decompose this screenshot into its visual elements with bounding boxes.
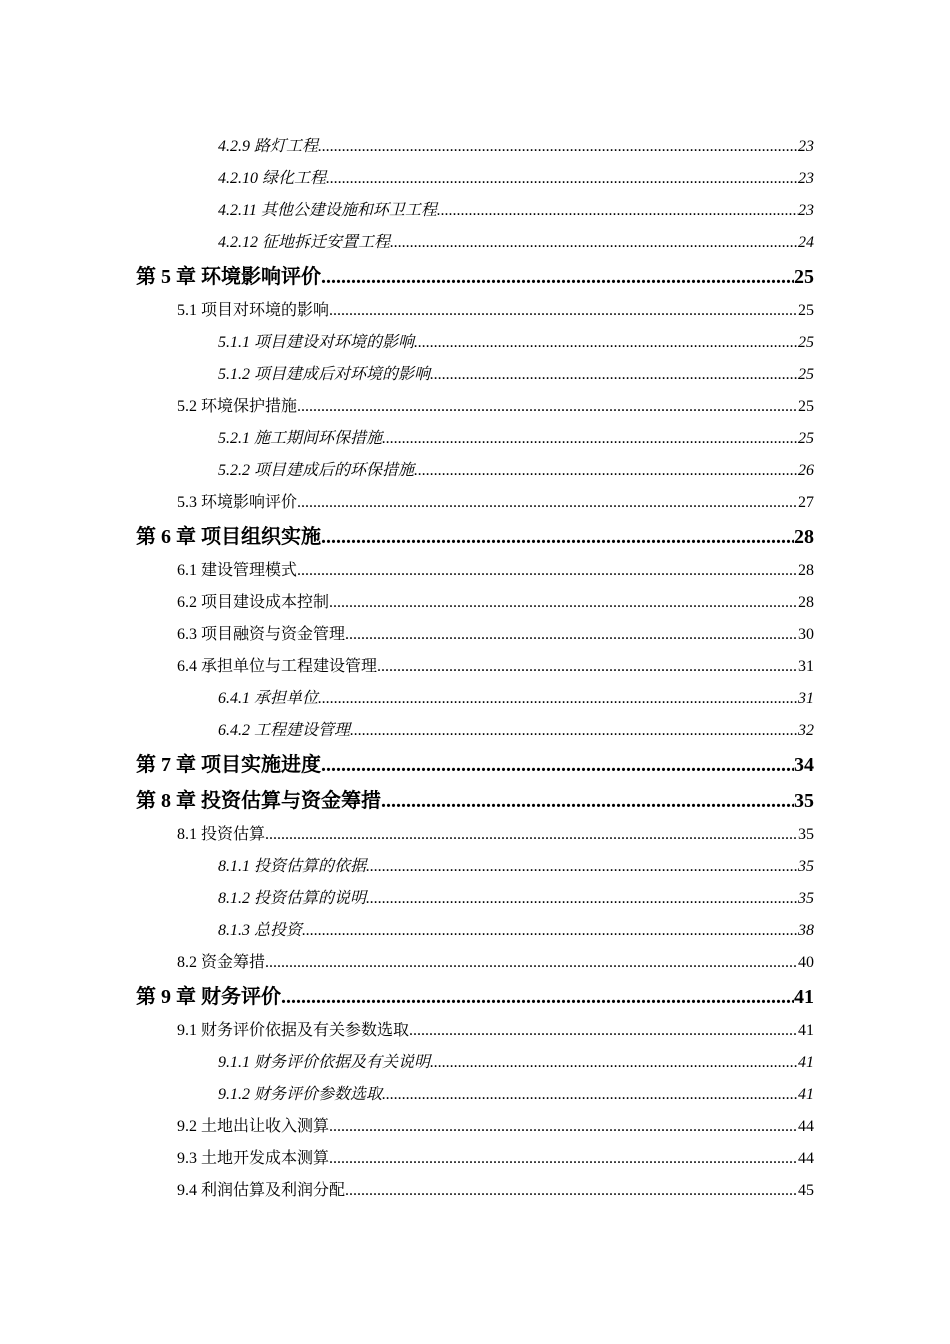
toc-page-number: 28 <box>794 526 814 548</box>
toc-dot-leader <box>321 519 794 555</box>
toc-entry-title: 6.3 项目融资与资金管理 <box>177 626 346 643</box>
toc-dot-leader <box>265 819 798 851</box>
toc-entry-title: 4.2.10 绿化工程 <box>218 170 327 187</box>
toc-entry[interactable] <box>177 1111 814 1143</box>
toc-dot-leader <box>381 783 794 819</box>
toc-entry[interactable] <box>136 783 814 819</box>
toc-entry[interactable] <box>218 423 814 455</box>
toc-entry-title: 第 6 章 项目组织实施 <box>136 526 321 548</box>
toc-entry-title: 5.1.2 项目建成后对环境的影响 <box>218 366 431 383</box>
toc-entry-title: 8.1.2 投资估算的说明 <box>218 890 367 907</box>
toc-entry-title: 第 5 章 环境影响评价 <box>136 266 321 288</box>
toc-entry-title: 第 7 章 项目实施进度 <box>136 754 321 776</box>
toc-entry-title: 8.1.1 投资估算的依据 <box>218 858 367 875</box>
toc-entry-title: 5.1.1 项目建设对环境的影响 <box>218 334 415 351</box>
toc-page-number: 35 <box>798 826 814 843</box>
toc-dot-leader <box>329 1143 798 1175</box>
toc-entry-title: 5.2.2 项目建成后的环保措施 <box>218 462 415 479</box>
toc-entry-title: 8.1.3 总投资 <box>218 922 303 939</box>
toc-page-number: 30 <box>798 626 814 643</box>
toc-entry[interactable] <box>218 683 814 715</box>
toc-dot-leader <box>265 947 798 979</box>
toc-dot-leader <box>326 163 798 195</box>
toc-page-number: 35 <box>798 890 814 907</box>
toc-entry[interactable] <box>218 1079 814 1111</box>
toc-page-number: 25 <box>798 302 814 319</box>
toc-page-number: 27 <box>798 494 814 511</box>
toc-dot-leader <box>318 131 798 163</box>
toc-dot-leader <box>430 1047 798 1079</box>
toc-entry-title: 9.3 土地开发成本测算 <box>177 1150 330 1167</box>
toc-dot-leader <box>382 423 798 455</box>
toc-entry-title: 6.2 项目建设成本控制 <box>177 594 330 611</box>
toc-entry-title: 9.2 土地出让收入测算 <box>177 1118 330 1135</box>
toc-dot-leader <box>318 683 798 715</box>
toc-entry[interactable] <box>218 131 814 163</box>
toc-entry[interactable] <box>218 1047 814 1079</box>
toc-entry-title: 8.1 投资估算 <box>177 826 266 843</box>
toc-page-number: 35 <box>794 790 814 812</box>
toc-entry-title: 9.4 利润估算及利润分配 <box>177 1182 346 1199</box>
toc-page-number: 25 <box>798 334 814 351</box>
toc-dot-leader <box>350 715 798 747</box>
toc-entry-title: 9.1.2 财务评价参数选取 <box>218 1086 383 1103</box>
toc-page-number: 34 <box>794 754 814 776</box>
toc-page-number: 45 <box>798 1182 814 1199</box>
toc-page-number: 40 <box>798 954 814 971</box>
toc-entry[interactable] <box>177 487 814 519</box>
toc-entry-title: 第 9 章 财务评价 <box>136 986 281 1008</box>
toc-entry[interactable] <box>136 519 814 555</box>
toc-page-number: 28 <box>798 594 814 611</box>
toc-entry[interactable] <box>218 359 814 391</box>
toc-entry[interactable] <box>136 747 814 783</box>
toc-dot-leader <box>297 555 798 587</box>
toc-dot-leader <box>329 295 798 327</box>
toc-page-number: 23 <box>798 170 814 187</box>
toc-entry-title: 6.4 承担单位与工程建设管理 <box>177 658 378 675</box>
toc-dot-leader <box>321 259 794 295</box>
toc-page-number: 24 <box>798 234 814 251</box>
toc-page-number: 25 <box>798 366 814 383</box>
toc-dot-leader <box>414 327 798 359</box>
toc-entry-title: 4.2.9 路灯工程 <box>218 138 319 155</box>
toc-entry-title: 8.2 资金筹措 <box>177 954 266 971</box>
toc-entry[interactable] <box>218 715 814 747</box>
toc-entry[interactable] <box>177 1143 814 1175</box>
toc-entry-title: 6.4.2 工程建设管理 <box>218 722 351 739</box>
toc-dot-leader <box>437 195 798 227</box>
toc-page-number: 28 <box>798 562 814 579</box>
toc-entry-title: 5.2 环境保护措施 <box>177 398 298 415</box>
toc-entry[interactable] <box>218 163 814 195</box>
toc-page-number: 31 <box>798 658 814 675</box>
toc-dot-leader <box>321 747 794 783</box>
toc-entry-title: 9.1 财务评价依据及有关参数选取 <box>177 1022 410 1039</box>
toc-dot-leader <box>329 587 798 619</box>
toc-entry[interactable] <box>177 1015 814 1047</box>
toc-page-number: 44 <box>798 1150 814 1167</box>
toc-entry[interactable] <box>218 883 814 915</box>
toc-entry[interactable] <box>218 227 814 259</box>
toc-page-number: 31 <box>798 690 814 707</box>
toc-dot-leader <box>377 651 798 683</box>
toc-dot-leader <box>409 1015 798 1047</box>
toc-dot-leader <box>297 487 798 519</box>
toc-dot-leader <box>382 1079 798 1111</box>
toc-dot-leader <box>430 359 798 391</box>
toc-page-number: 25 <box>794 266 814 288</box>
toc-entry[interactable] <box>177 391 814 423</box>
toc-entry-title: 4.2.11 其他公建设施和环卫工程 <box>218 202 437 219</box>
toc-entry[interactable] <box>177 587 814 619</box>
toc-page-number: 35 <box>798 858 814 875</box>
toc-entry[interactable] <box>177 619 814 651</box>
toc-dot-leader <box>366 883 798 915</box>
toc-page-number: 25 <box>798 398 814 415</box>
toc-dot-leader <box>302 915 798 947</box>
toc-dot-leader <box>366 851 798 883</box>
toc-dot-leader <box>329 1111 798 1143</box>
toc-page-number: 41 <box>798 1022 814 1039</box>
toc-page-number: 23 <box>798 202 814 219</box>
toc-dot-leader <box>345 619 798 651</box>
toc-dot-leader <box>297 391 798 423</box>
toc-entry-title: 6.4.1 承担单位 <box>218 690 319 707</box>
toc-page-number: 41 <box>798 1054 814 1071</box>
toc-page-number: 44 <box>798 1118 814 1135</box>
toc-page-number: 41 <box>794 986 814 1008</box>
toc-entry[interactable] <box>177 555 814 587</box>
toc-page-number: 23 <box>798 138 814 155</box>
toc-dot-leader <box>390 227 798 259</box>
toc-page-number: 26 <box>798 462 814 479</box>
toc-entry[interactable] <box>177 1175 814 1207</box>
toc-entry-title: 5.2.1 施工期间环保措施 <box>218 430 383 447</box>
toc-entry-title: 9.1.1 财务评价依据及有关说明 <box>218 1054 431 1071</box>
toc-entry-title: 6.1 建设管理模式 <box>177 562 298 579</box>
toc-entry-title: 5.3 环境影响评价 <box>177 494 298 511</box>
toc-page-number: 41 <box>798 1086 814 1103</box>
toc-entry[interactable] <box>218 851 814 883</box>
toc-entry[interactable] <box>136 979 814 1015</box>
toc-entry[interactable] <box>218 195 814 227</box>
toc-entry[interactable] <box>177 947 814 979</box>
toc-entry-title: 第 8 章 投资估算与资金筹措 <box>136 790 381 812</box>
toc-entry-title: 4.2.12 征地拆迁安置工程 <box>218 234 391 251</box>
toc-entry[interactable] <box>177 819 814 851</box>
toc-entry[interactable] <box>218 455 814 487</box>
toc-page-number: 32 <box>798 722 814 739</box>
toc-entry[interactable] <box>218 327 814 359</box>
toc-dot-leader <box>345 1175 798 1207</box>
toc-entry[interactable] <box>136 259 814 295</box>
toc-dot-leader <box>414 455 798 487</box>
toc-entry[interactable] <box>177 295 814 327</box>
toc-entry-title: 5.1 项目对环境的影响 <box>177 302 330 319</box>
toc-entry[interactable] <box>218 915 814 947</box>
toc-entry[interactable] <box>177 651 814 683</box>
toc-page-number: 38 <box>798 922 814 939</box>
table-of-contents <box>0 131 950 1207</box>
toc-page-number: 25 <box>798 430 814 447</box>
toc-dot-leader <box>281 979 794 1015</box>
